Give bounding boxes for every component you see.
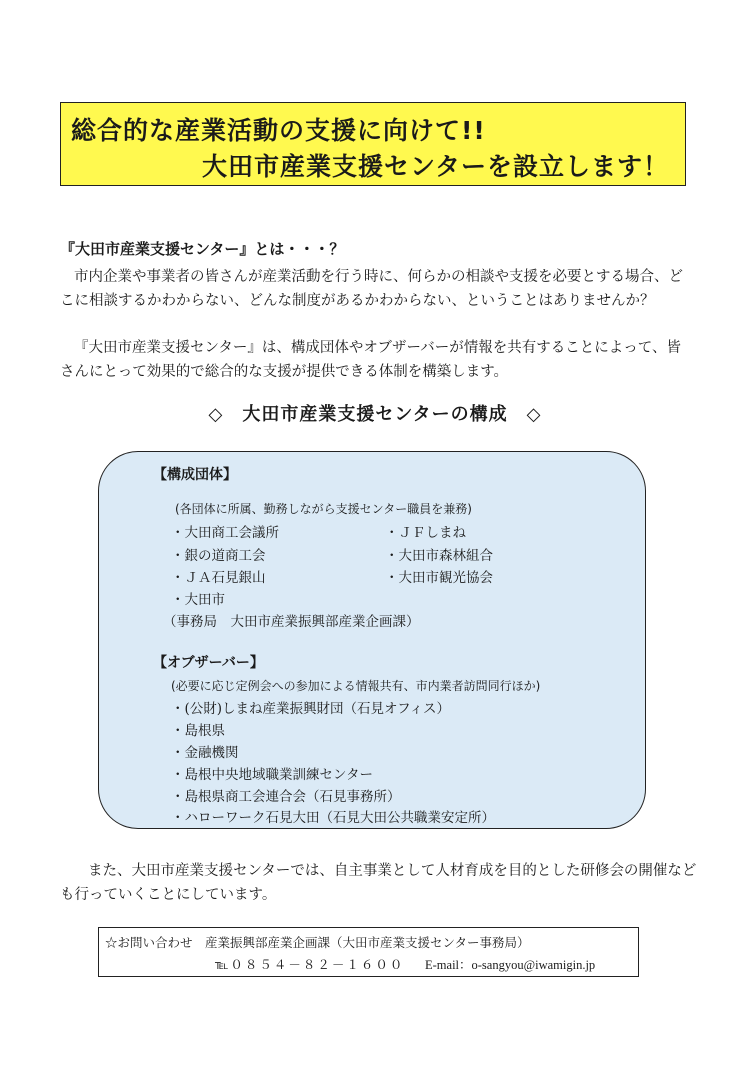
contact-line: ☆お問い合わせ 産業振興部産業企画課（大田市産業支援センター事務局）: [105, 935, 530, 950]
intro-paragraph-1: 市内企業や事業者の皆さんが産業活動を行う時に、何らかの相談や支援を必要とする場合、どこに相談するかわからない、どんな制度があるかわからない、ということはありませんか？: [60, 269, 683, 309]
members-heading: 【構成団体】: [153, 467, 237, 483]
contact-email: E-mail：o-sangyou@iwamigin.jp: [425, 958, 596, 972]
member-item: ・ＪＦしまね: [385, 525, 466, 541]
intro-paragraph-2: 『大田市産業支援センター』は、構成団体やオブザーバーが情報を共有することによって、皆さんにとって効果的で総合的な支援が提供できる体制を構築します。: [60, 340, 681, 380]
members-note: (各団体に所属、勤務しながら支援センター職員を兼務): [175, 502, 472, 516]
secretariat-note: （事務局 大田市産業振興部産業企画課）: [163, 614, 420, 630]
member-item: ・大田市観光協会: [385, 570, 493, 586]
member-item: ・大田市: [171, 592, 225, 608]
title-line-2: 大田市産業支援センターを設立します！: [201, 152, 669, 181]
observer-item: ・島根県商工会連合会（石見事務所）: [171, 789, 401, 805]
observers-note: (必要に応じ定例会への参加による情報共有、市内業者訪問同行ほか): [171, 679, 541, 693]
member-item: ・銀の道商工会: [171, 548, 266, 564]
contact-phone: ℡０８５４－８２－１６００: [215, 957, 405, 972]
closing-paragraph: また、大田市産業支援センターでは、自主事業として人材育成を目的とした研修会の開催なども行っていくことにしています。: [60, 863, 697, 903]
structure-heading: ◇ 大田市産業支援センターの構成 ◇: [208, 404, 542, 425]
title-banner: [60, 102, 686, 186]
observer-item: ・ハローワーク石見大田（石見大田公共職業安定所）: [171, 810, 495, 826]
title-line-1: 総合的な産業活動の支援に向けて!!: [71, 116, 486, 145]
observer-item: ・島根県: [171, 723, 225, 739]
observer-item: ・金融機関: [171, 745, 239, 761]
observer-item: ・(公財)しまね産業振興財団（石見オフィス）: [171, 701, 451, 717]
intro-heading: 『大田市産業支援センター』とは・・・？: [60, 240, 345, 258]
observers-heading: 【オブザーバー】: [153, 655, 264, 671]
contact-box: [98, 927, 639, 977]
member-item: ・大田商工会議所: [171, 525, 279, 541]
observer-item: ・島根中央地域職業訓練センター: [171, 767, 373, 783]
member-item: ・大田市森林組合: [385, 548, 493, 564]
structure-box: [98, 451, 646, 829]
member-item: ・ＪＡ石見銀山: [171, 570, 266, 586]
